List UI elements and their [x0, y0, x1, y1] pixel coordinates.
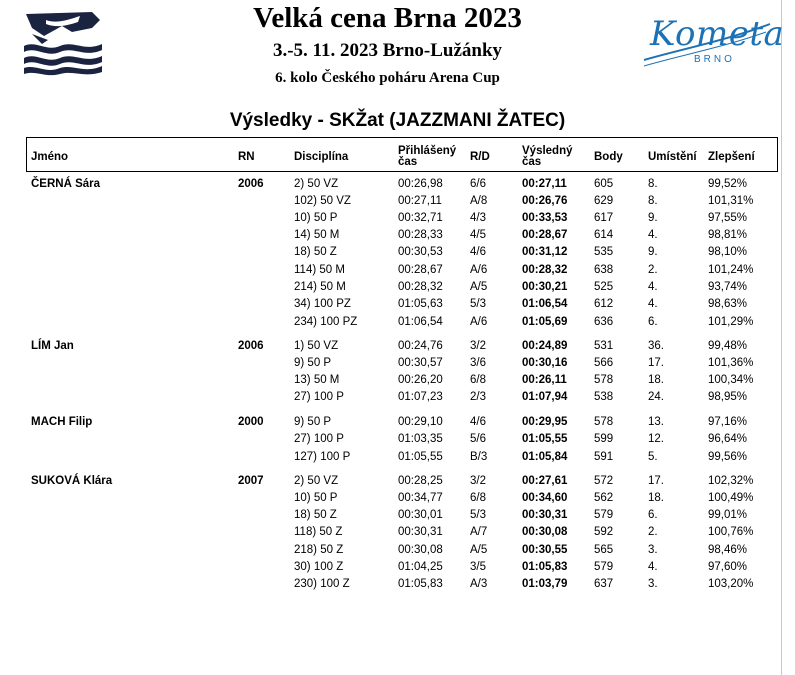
result-rd: 3/2 [470, 340, 486, 352]
result-improvement: 93,74% [708, 281, 748, 293]
result-improvement: 99,52% [708, 178, 748, 190]
col-place: Umístění [648, 151, 697, 163]
col-rn: RN [238, 151, 255, 163]
result-entry-time: 01:06,54 [398, 316, 443, 328]
result-time: 01:05,69 [522, 316, 568, 328]
col-rd: R/D [470, 151, 490, 163]
result-improvement: 100,76% [708, 526, 754, 538]
result-entry-time: 00:32,71 [398, 212, 443, 224]
result-entry-time: 00:26,20 [398, 374, 443, 386]
result-points: 612 [594, 298, 614, 310]
result-points: 617 [594, 212, 614, 224]
result-improvement: 101,31% [708, 195, 754, 207]
result-discipline: 34) 100 PZ [294, 298, 351, 310]
result-place: 9. [648, 212, 658, 224]
result-place: 17. [648, 357, 664, 369]
result-time: 00:33,53 [522, 212, 568, 224]
result-discipline: 14) 50 M [294, 229, 340, 241]
result-place: 17. [648, 475, 664, 487]
result-place: 2. [648, 264, 658, 276]
result-entry-time: 01:05,55 [398, 451, 443, 463]
result-improvement: 103,20% [708, 578, 754, 590]
result-improvement: 98,95% [708, 391, 748, 403]
result-rd: 6/8 [470, 492, 486, 504]
result-points: 565 [594, 544, 614, 556]
result-improvement: 98,63% [708, 298, 748, 310]
result-entry-time: 00:28,33 [398, 229, 443, 241]
result-place: 3. [648, 578, 658, 590]
result-place: 6. [648, 509, 658, 521]
result-points: 578 [594, 374, 614, 386]
result-points: 562 [594, 492, 614, 504]
result-place: 12. [648, 433, 664, 445]
col-name: Jméno [31, 151, 69, 163]
result-time: 01:05,83 [522, 561, 568, 573]
result-points: 535 [594, 246, 614, 258]
result-points: 538 [594, 391, 614, 403]
result-place: 4. [648, 281, 658, 293]
athlete-name: SUKOVÁ Klára [31, 475, 113, 487]
result-place: 8. [648, 178, 658, 190]
event-round: 6. kolo Českého poháru Arena Cup [275, 70, 500, 86]
result-entry-time: 00:34,77 [398, 492, 443, 504]
result-discipline: 114) 50 M [294, 264, 345, 276]
result-points: 636 [594, 316, 614, 328]
result-entry-time: 01:05,83 [398, 578, 443, 590]
result-rd: 2/3 [470, 391, 486, 403]
result-place: 36. [648, 340, 664, 352]
page-edge-rule [781, 0, 782, 675]
athlete-name: MACH Filip [31, 416, 93, 428]
result-rd: A/5 [470, 281, 488, 293]
result-time: 00:30,08 [522, 526, 568, 538]
result-improvement: 99,01% [708, 509, 748, 521]
result-entry-time: 00:30,57 [398, 357, 443, 369]
result-points: 605 [594, 178, 614, 190]
result-rd: A/6 [470, 264, 488, 276]
result-points: 578 [594, 416, 614, 428]
result-rd: 5/3 [470, 509, 486, 521]
result-improvement: 97,16% [708, 416, 748, 428]
result-points: 579 [594, 509, 614, 521]
result-time: 01:07,94 [522, 391, 568, 403]
result-points: 638 [594, 264, 614, 276]
result-points: 599 [594, 433, 614, 445]
col-entry-time-line1: Přihlášený [398, 145, 457, 157]
result-rd: A/3 [470, 578, 488, 590]
result-discipline: 118) 50 Z [294, 526, 343, 538]
col-improvement: Zlepšení [708, 151, 755, 163]
result-place: 4. [648, 298, 658, 310]
result-points: 591 [594, 451, 614, 463]
result-points: 572 [594, 475, 614, 487]
result-points: 637 [594, 578, 614, 590]
result-points: 566 [594, 357, 614, 369]
result-discipline: 30) 100 Z [294, 561, 344, 573]
result-discipline: 214) 50 M [294, 281, 346, 293]
result-rd: 4/5 [470, 229, 486, 241]
athlete-name: ČERNÁ Sára [31, 178, 101, 190]
result-discipline: 102) 50 VZ [294, 195, 351, 207]
result-entry-time: 01:07,23 [398, 391, 443, 403]
result-time: 00:24,89 [522, 340, 568, 352]
result-discipline: 18) 50 Z [294, 509, 337, 521]
result-improvement: 101,29% [708, 316, 754, 328]
result-improvement: 97,60% [708, 561, 748, 573]
result-improvement: 97,55% [708, 212, 748, 224]
result-time: 00:30,55 [522, 544, 568, 556]
result-place: 24. [648, 391, 664, 403]
athlete-rn: 2007 [238, 475, 264, 487]
result-place: 6. [648, 316, 658, 328]
result-rd: A/7 [470, 526, 488, 538]
col-result-time-line2: čas [522, 156, 542, 168]
result-time: 00:30,31 [522, 509, 568, 521]
result-time: 00:31,12 [522, 246, 568, 258]
result-rd: A/8 [470, 195, 488, 207]
result-discipline: 230) 100 Z [294, 578, 350, 590]
result-discipline: 13) 50 M [294, 374, 340, 386]
result-place: 18. [648, 492, 664, 504]
result-rd: A/5 [470, 544, 488, 556]
result-points: 531 [594, 340, 614, 352]
event-title: Velká cena Brna 2023 [253, 2, 522, 34]
result-points: 525 [594, 281, 614, 293]
result-rd: 5/3 [470, 298, 486, 310]
result-discipline: 127) 100 P [294, 451, 351, 463]
result-time: 00:27,61 [522, 475, 568, 487]
result-time: 01:05,84 [522, 451, 568, 463]
result-points: 579 [594, 561, 614, 573]
result-improvement: 101,24% [708, 264, 754, 276]
result-improvement: 100,34% [708, 374, 754, 386]
result-time: 01:03,79 [522, 578, 568, 590]
result-entry-time: 00:29,10 [398, 416, 443, 428]
result-rd: 4/6 [470, 416, 486, 428]
result-rd: B/3 [470, 451, 488, 463]
result-improvement: 96,64% [708, 433, 748, 445]
result-time: 00:30,16 [522, 357, 568, 369]
result-improvement: 101,36% [708, 357, 754, 369]
result-entry-time: 00:24,76 [398, 340, 443, 352]
result-entry-time: 00:30,08 [398, 544, 443, 556]
brand-city: BRNO [694, 54, 735, 65]
result-time: 00:28,32 [522, 264, 568, 276]
result-place: 2. [648, 526, 658, 538]
result-entry-time: 00:28,25 [398, 475, 443, 487]
result-discipline: 9) 50 P [294, 416, 332, 428]
result-place: 8. [648, 195, 658, 207]
result-rd: 3/2 [470, 475, 486, 487]
result-entry-time: 01:05,63 [398, 298, 443, 310]
result-rd: 6/8 [470, 374, 486, 386]
col-discipline: Disciplína [294, 151, 349, 163]
result-time: 01:05,55 [522, 433, 568, 445]
result-time: 01:06,54 [522, 298, 568, 310]
result-entry-time: 00:28,67 [398, 264, 443, 276]
result-discipline: 2) 50 VZ [294, 178, 339, 190]
result-improvement: 98,10% [708, 246, 748, 258]
athlete-name: LÍM Jan [31, 340, 74, 352]
result-points: 629 [594, 195, 614, 207]
result-discipline: 2) 50 VZ [294, 475, 339, 487]
result-entry-time: 01:04,25 [398, 561, 443, 573]
result-points: 614 [594, 229, 614, 241]
result-discipline: 27) 100 P [294, 391, 344, 403]
result-time: 00:30,21 [522, 281, 568, 293]
athlete-rn: 2006 [238, 178, 264, 190]
result-entry-time: 00:26,98 [398, 178, 443, 190]
result-time: 00:27,11 [522, 178, 567, 190]
result-entry-time: 00:30,31 [398, 526, 443, 538]
result-discipline: 1) 50 VZ [294, 340, 339, 352]
result-place: 9. [648, 246, 658, 258]
brand-name: Kometa [650, 14, 785, 54]
result-discipline: 234) 100 PZ [294, 316, 358, 328]
athlete-rn: 2006 [238, 340, 264, 352]
result-improvement: 100,49% [708, 492, 754, 504]
athlete-rn: 2000 [238, 416, 264, 428]
result-rd: 6/6 [470, 178, 486, 190]
result-discipline: 9) 50 P [294, 357, 332, 369]
result-entry-time: 01:03,35 [398, 433, 443, 445]
result-entry-time: 00:30,01 [398, 509, 443, 521]
result-points: 592 [594, 526, 614, 538]
result-place: 4. [648, 561, 658, 573]
col-entry-time-line2: čas [398, 156, 418, 168]
result-time: 00:26,11 [522, 374, 567, 386]
result-improvement: 102,32% [708, 475, 754, 487]
result-improvement: 98,46% [708, 544, 748, 556]
result-improvement: 99,56% [708, 451, 748, 463]
col-points: Body [594, 151, 623, 163]
result-time: 00:34,60 [522, 492, 568, 504]
result-place: 18. [648, 374, 664, 386]
result-rd: 5/6 [470, 433, 486, 445]
result-entry-time: 00:27,11 [398, 195, 442, 207]
result-rd: 3/5 [470, 561, 486, 573]
result-place: 13. [648, 416, 664, 428]
result-place: 5. [648, 451, 658, 463]
result-discipline: 10) 50 P [294, 492, 338, 504]
result-improvement: 99,48% [708, 340, 748, 352]
result-time: 00:26,76 [522, 195, 568, 207]
result-rd: 4/6 [470, 246, 486, 258]
result-discipline: 18) 50 Z [294, 246, 337, 258]
result-rd: 4/3 [470, 212, 486, 224]
result-place: 4. [648, 229, 658, 241]
table-header [26, 137, 778, 172]
result-time: 00:29,95 [522, 416, 568, 428]
col-result-time-line1: Výsledný [522, 145, 573, 157]
result-discipline: 27) 100 P [294, 433, 344, 445]
result-discipline: 10) 50 P [294, 212, 338, 224]
result-entry-time: 00:30,53 [398, 246, 443, 258]
result-time: 00:28,67 [522, 229, 568, 241]
result-rd: A/6 [470, 316, 488, 328]
results-title: Výsledky - SKŽat (JAZZMANI ŽATEC) [229, 110, 566, 131]
result-improvement: 98,81% [708, 229, 748, 241]
event-dates: 3.-5. 11. 2023 Brno-Lužánky [272, 40, 503, 61]
result-rd: 3/6 [470, 357, 486, 369]
result-place: 3. [648, 544, 658, 556]
result-entry-time: 00:28,32 [398, 281, 443, 293]
result-discipline: 218) 50 Z [294, 544, 344, 556]
